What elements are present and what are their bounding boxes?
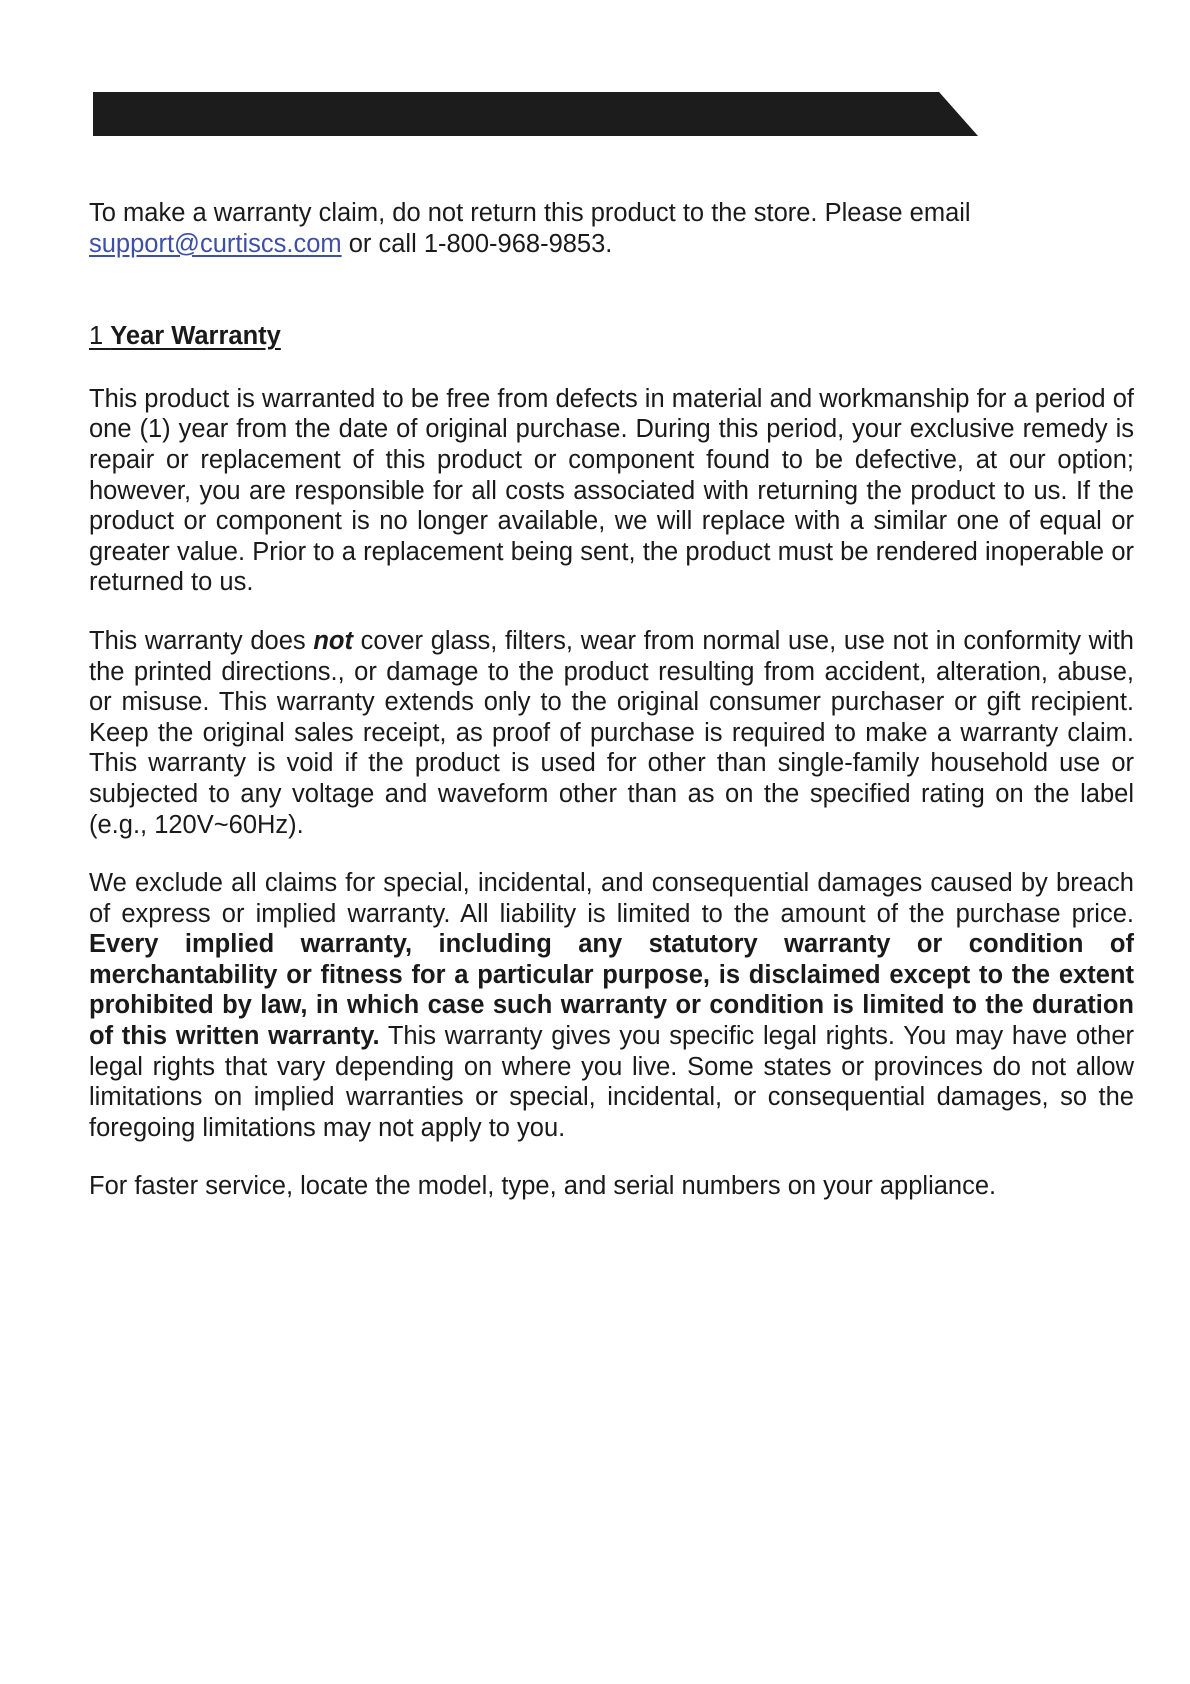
exclusions-intro-text: This warranty does	[89, 626, 314, 655]
warranty-coverage-paragraph: This product is warranted to be free from defects in material and workmanship for a period of one (1) year from the date of original purchase. During this period, your exclusive remedy is repair or replacement of this product or component found to be defective, at our option; however, you are responsible for all costs associated with returning the product to us. If the product or component is no longer available, we will replace with a similar one of equal or greater value. Prior to a replacement being sent, the product must be rendered inoperable or returned to us.	[89, 384, 1134, 597]
exclusions-emphasis-not: not	[313, 626, 353, 655]
faster-service-paragraph: For faster service, locate the model, type, and serial numbers on your appliance.	[89, 1172, 997, 1201]
intro-line-2	[89, 229, 1134, 260]
warranty-heading	[89, 321, 1134, 352]
support-email-link[interactable]: support@curtiscs.com	[89, 229, 342, 258]
intro-phone-text: or call 1-800-968-9853.	[341, 229, 613, 258]
header-bar	[93, 92, 978, 136]
warranty-heading-number: 1	[89, 322, 111, 351]
document-body	[89, 198, 1134, 1202]
warranty-exclusions-paragraph	[89, 626, 1134, 840]
liability-intro-text: We exclude all claims for special, incidental, and consequential damages caused by breach of express or implied warranty. All liability is limited to the amount of the purchase price.	[89, 869, 1134, 928]
warranty-heading-title: Year Warranty	[110, 322, 281, 351]
exclusions-body-text: cover glass, filters, wear from normal use, use not in conformity with the printed directions., or damage to the product resulting from accident, alteration, abuse, or misuse. This warranty extends only to the original consumer purchaser or gift recipient. Keep the original sales receipt, as proof of purchase is required to make a warranty claim. This warranty is void if the product is used for other than single-family household use or subjected to any voltage and waveform other than as on the specified rating on the label (e.g., 120V~60Hz).	[89, 626, 1134, 839]
intro-line-1: To make a warranty claim, do not return this product to the store. Please email	[89, 199, 971, 227]
liability-paragraph	[89, 868, 1134, 1143]
legal-rights-text: This warranty gives you specific legal rights. You may have other legal rights that vary depending on where you live. Some states or provinces do not allow limitations on implied warranties or special, incidental, or consequential damages, so the foregoing limitations may not apply to you.	[89, 1022, 1134, 1142]
implied-warranty-disclaimer: Every implied warranty, including any statutory warranty or condition of merchantability or fitness for a particular purpose, is disclaimed except to the extent prohibited by law, in which case such warranty or condition is limited to the duration of this written warranty.	[89, 930, 1134, 1051]
